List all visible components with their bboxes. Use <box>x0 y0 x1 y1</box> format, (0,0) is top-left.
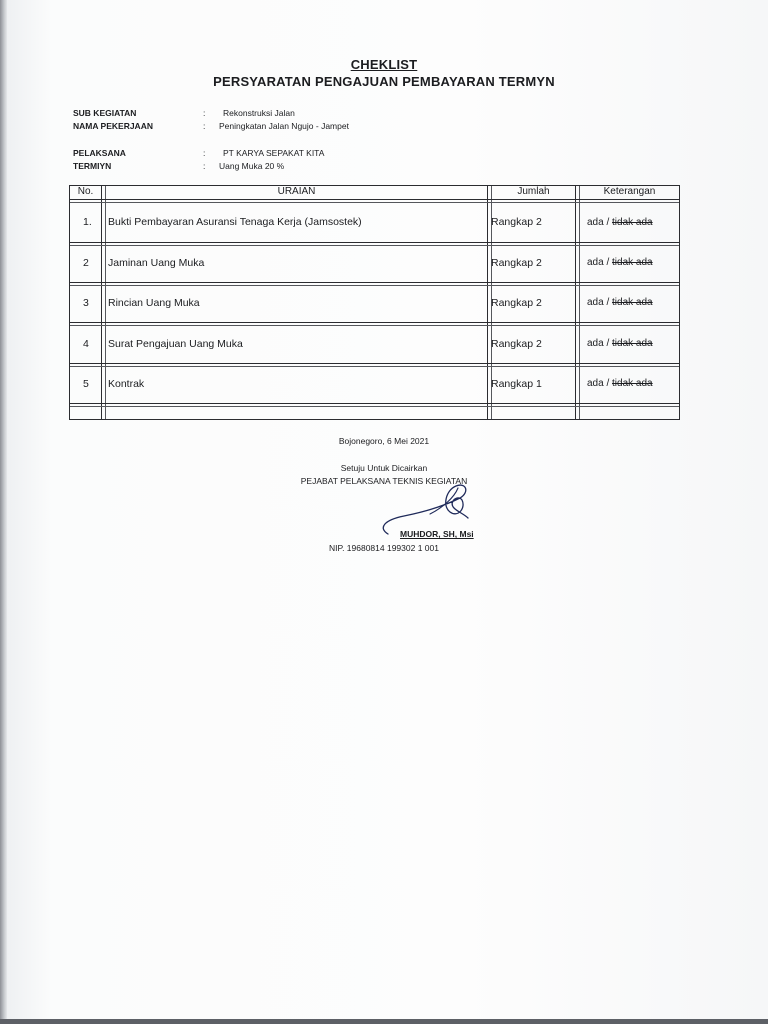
colon-pelaksana: : <box>203 148 206 158</box>
cell-jumlah: Rangkap 2 <box>491 338 542 350</box>
value-nama-pekerjaan: Peningkatan Jalan Ngujo - Jampet <box>219 121 349 131</box>
cell-jumlah: Rangkap 2 <box>491 297 542 309</box>
header-keterangan: Keterangan <box>603 186 656 197</box>
ket-tidak-ada-struck: tidak ada <box>612 378 653 389</box>
colon-termyn: : <box>203 161 206 171</box>
official-nip: NIP. 19680814 199302 1 001 <box>329 543 439 553</box>
ket-ada: ada / <box>587 257 610 268</box>
cell-no: 1. <box>83 216 92 228</box>
header-jumlah: Jumlah <box>517 186 550 197</box>
cell-jumlah: Rangkap 2 <box>491 257 542 269</box>
ket-tidak-ada-struck: tidak ada <box>612 217 653 228</box>
cell-keterangan <box>587 257 653 268</box>
cell-no: 5 <box>83 378 89 390</box>
cell-jumlah: Rangkap 1 <box>491 378 542 390</box>
cell-uraian: Bukti Pembayaran Asuransi Tenaga Kerja (Jamsostek) <box>108 216 362 228</box>
cell-keterangan <box>587 338 653 349</box>
page-left-edge <box>0 0 7 1024</box>
approval-text: Setuju Untuk Dicairkan <box>340 463 428 473</box>
row-divider <box>70 282 679 283</box>
ket-ada: ada / <box>587 217 610 228</box>
ket-tidak-ada-struck: tidak ada <box>612 297 653 308</box>
ket-ada: ada / <box>587 338 610 349</box>
label-pelaksana: PELAKSANA <box>73 148 126 158</box>
cell-uraian: Rincian Uang Muka <box>108 297 200 309</box>
page-bottom-edge <box>0 1019 768 1024</box>
ket-tidak-ada-struck: tidak ada <box>612 338 653 349</box>
value-sub-kegiatan: Rekonstruksi Jalan <box>223 108 295 118</box>
cell-no: 3 <box>83 297 89 309</box>
row-divider <box>70 199 679 200</box>
col-divider <box>579 186 580 419</box>
label-nama-pekerjaan: NAMA PEKERJAAN <box>73 121 153 131</box>
row-divider <box>70 245 679 246</box>
official-name: MUHDOR, SH, Msi <box>400 529 474 539</box>
cell-uraian: Jaminan Uang Muka <box>108 257 205 269</box>
checklist-table <box>69 185 680 420</box>
cell-no: 2 <box>83 257 89 269</box>
colon-sub-kegiatan: : <box>203 108 206 118</box>
cell-keterangan <box>587 378 653 389</box>
label-sub-kegiatan: SUB KEGIATAN <box>73 108 137 118</box>
cell-uraian: Surat Pengajuan Uang Muka <box>108 338 243 350</box>
row-divider <box>70 202 679 203</box>
ket-tidak-ada-struck: tidak ada <box>612 257 653 268</box>
cell-uraian: Kontrak <box>108 378 145 390</box>
document-subtitle: PERSYARATAN PENGAJUAN PEMBAYARAN TERMYN <box>213 74 555 89</box>
row-divider <box>70 285 679 286</box>
official-position: PEJABAT PELAKSANA TEKNIS KEGIATAN <box>300 476 468 486</box>
row-divider <box>70 406 679 407</box>
cell-no: 4 <box>83 338 89 350</box>
label-termyn: TERMIYN <box>73 161 112 171</box>
colon-nama-pekerjaan: : <box>203 121 206 131</box>
ket-ada: ada / <box>587 378 610 389</box>
header-no: No. <box>77 186 94 197</box>
cell-keterangan <box>587 217 653 228</box>
value-pelaksana: PT KARYA SEPAKAT KITA <box>223 148 325 158</box>
row-divider <box>70 363 679 364</box>
col-divider <box>487 186 488 419</box>
col-divider <box>101 186 102 419</box>
row-divider <box>70 403 679 404</box>
place-date: Bojonegoro, 6 Mei 2021 <box>338 436 430 446</box>
ket-ada: ada / <box>587 297 610 308</box>
value-termyn: Uang Muka 20 % <box>219 161 285 171</box>
col-divider <box>575 186 576 419</box>
row-divider <box>70 366 679 367</box>
row-divider <box>70 322 679 323</box>
cell-keterangan <box>587 297 653 308</box>
document-title: CHEKLIST <box>350 57 418 72</box>
col-divider <box>105 186 106 419</box>
row-divider <box>70 242 679 243</box>
row-divider <box>70 325 679 326</box>
cell-jumlah: Rangkap 2 <box>491 216 542 228</box>
header-uraian: URAIAN <box>277 186 316 197</box>
